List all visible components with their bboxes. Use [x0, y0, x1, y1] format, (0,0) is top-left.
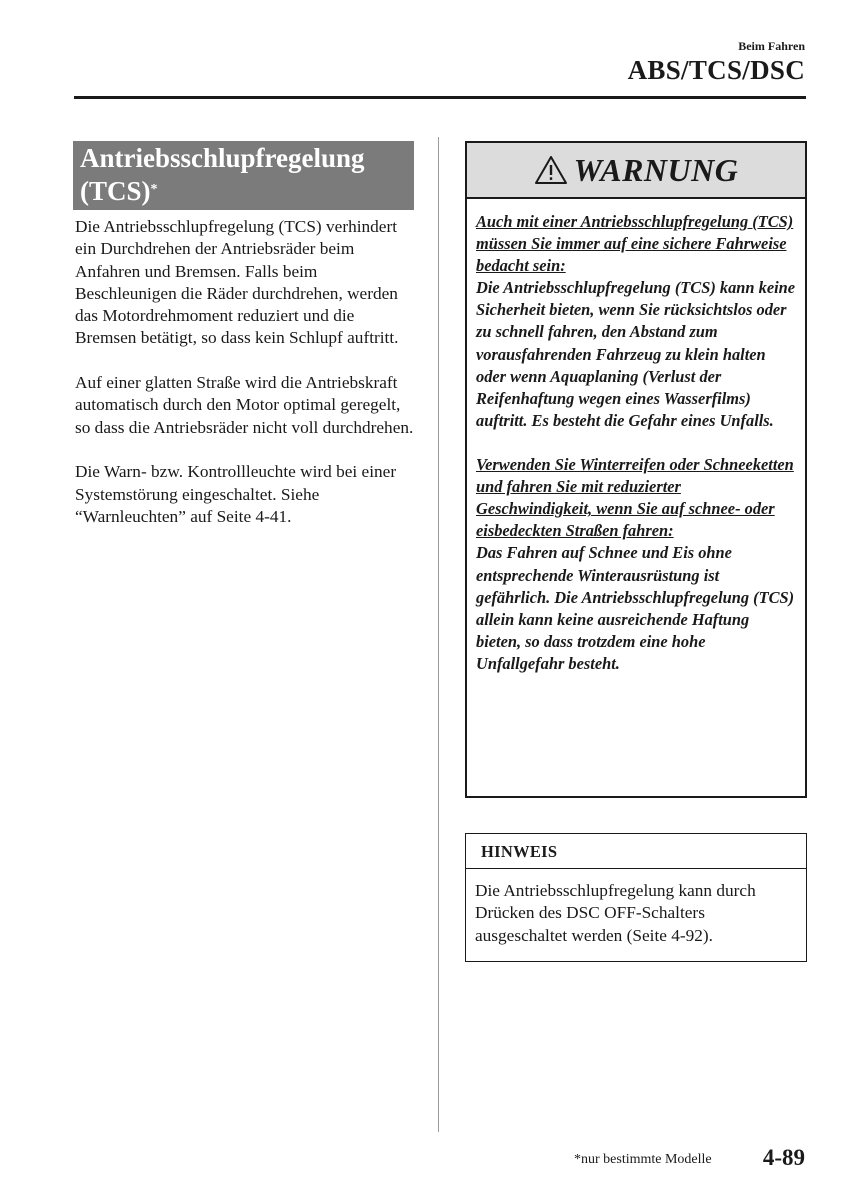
footnote: *nur bestimmte Modelle	[574, 1152, 712, 1167]
paragraph: Die Antriebsschlupfregelung (TCS) verhindert ein Durchdrehen der Antriebsräder beim Anfahren und Bremsen. Falls beim Beschleunigen die Räder durchdrehen, werden das Motordrehmoment reduziert und die Bremsen betätigt, so dass kein Schlupf auftritt.	[75, 217, 399, 348]
warning-triangle-icon	[534, 155, 568, 185]
warning-header	[467, 143, 805, 199]
warning-box	[465, 141, 807, 798]
warning-text: Die Antriebsschlupfregelung (TCS) kann keine Sicherheit bieten, wenn Sie rücksichtslos oder zu schnell fahren, den Abstand zum vorausfahrenden Fahrzeug zu klein halten oder wenn Aquaplaning (Verlust der Reifenhaftung wegen eines Wasserfilms) auftritt. Es besteht die Gefahr eines Unfalls.	[476, 278, 796, 430]
warning-lead: Auch mit einer Antriebsschlupfregelung (TCS) müssen Sie immer auf eine sichere Fahrweise bedacht sein:	[476, 212, 794, 276]
page-header-title: ABS/TCS/DSC	[627, 55, 805, 85]
note-title: HINWEIS	[466, 834, 806, 869]
column-divider	[438, 137, 439, 1132]
warning-block	[476, 454, 797, 675]
header-divider	[74, 96, 806, 99]
note-text: Die Antriebsschlupfregelung kann durch Drücken des DSC OFF-Schalters ausgeschaltet werden (Seite 4-92).	[475, 881, 756, 945]
warning-text: Das Fahren auf Schnee und Eis ohne entsprechende Winterausrüstung ist gefährlich. Die Antriebsschlupfregelung (TCS) allein kann keine ausreichende Haftung bieten, so dass trotzdem eine hohe Unfallgefahr besteht.	[476, 543, 795, 673]
warning-body	[467, 199, 805, 675]
warning-title: WARNUNG	[573, 151, 739, 188]
body-text	[75, 216, 420, 550]
warning-lead: Verwenden Sie Winterreifen oder Schneeketten und fahren Sie mit reduzierter Geschwindigkeit, wenn Sie auf schnee- oder eisbedeckten Straßen fahren:	[476, 455, 794, 541]
warning-block	[476, 211, 797, 432]
section-label: Beim Fahren	[738, 39, 805, 53]
footnote-marker: *	[150, 182, 158, 197]
section-heading-text: Antriebsschlupfregelung (TCS)	[80, 143, 365, 206]
paragraph: Auf einer glatten Straße wird die Antriebskraft automatisch durch den Motor optimal geregelt, so dass die Antriebsräder nicht voll durchdrehen.	[75, 373, 414, 437]
section-heading	[73, 141, 414, 210]
page-number: 4-89	[762, 1145, 805, 1170]
paragraph: Die Warn- bzw. Kontrollleuchte wird bei einer Systemstörung eingeschaltet. Siehe “Warnleuchten” auf Seite 4-41.	[75, 462, 397, 526]
note-box	[465, 833, 807, 962]
